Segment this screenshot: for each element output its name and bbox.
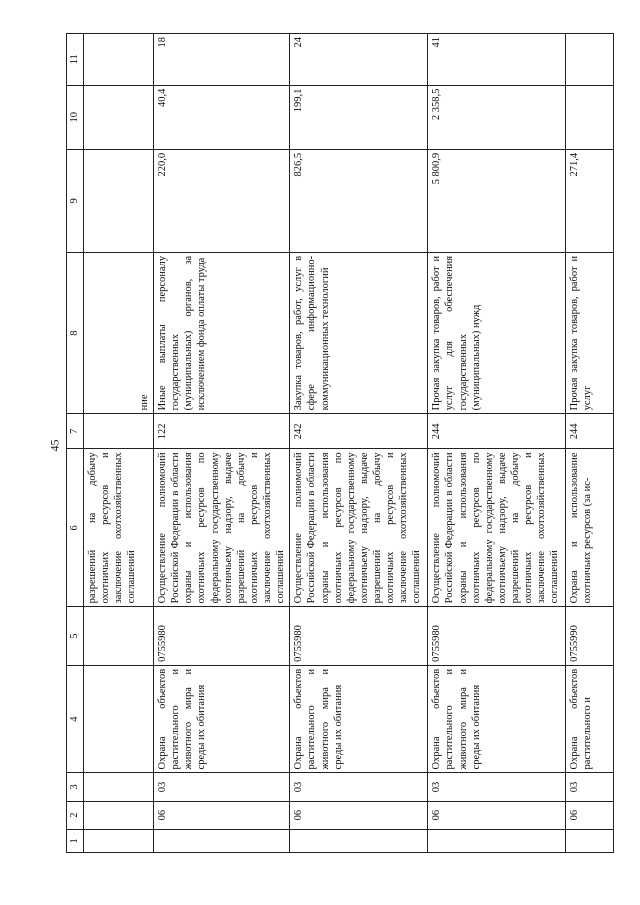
cell: Охрана объектов растительного и животного мира и среды их обитания — [290, 665, 428, 773]
col-header-6: 6 — [67, 449, 84, 607]
cell: Охрана объектов растительного и — [566, 665, 614, 773]
col-header-7: 7 — [67, 414, 84, 449]
cell: 03 — [428, 773, 566, 801]
cell: 03 — [290, 773, 428, 801]
cell: 220,0 — [154, 149, 290, 252]
cell: 40,4 — [154, 85, 290, 149]
cell — [84, 149, 154, 252]
cell: 244 — [566, 414, 614, 449]
cell: 18 — [154, 34, 290, 86]
table-row — [84, 34, 154, 853]
cell — [84, 829, 154, 852]
cell — [566, 34, 614, 86]
col-header-5: 5 — [67, 607, 84, 665]
cell: 06 — [290, 801, 428, 829]
cell: 0755980 — [428, 607, 566, 665]
table-row — [154, 34, 290, 853]
cell — [84, 665, 154, 773]
col-header-8: 8 — [67, 252, 84, 413]
col-header-4: 4 — [67, 665, 84, 773]
cell: 0755990 — [566, 607, 614, 665]
cell: Осуществление полномочий Российской Федерации в области охраны и использования охотничьих ресурсов по федеральному государственному охотничьему надзору, выдаче разрешений на добычу охотничьих ресурсов и заключение охотхозяйственных соглашений — [428, 449, 566, 607]
cell: Осуществление полномочий Российской Федерации в области охраны и использования охотничьих ресурсов по федеральному государственному охотничьему надзору, выдаче разрешений на добычу охотничьих ресурсов и заключение охотхозяйственных соглашений — [154, 449, 290, 607]
col-header-1: 1 — [67, 829, 84, 852]
cell — [84, 607, 154, 665]
cell — [428, 829, 566, 852]
col-header-2: 2 — [67, 801, 84, 829]
cell: 122 — [154, 414, 290, 449]
cell: 03 — [154, 773, 290, 801]
cell — [290, 829, 428, 852]
cell: 826,5 — [290, 149, 428, 252]
page-number: 45 — [47, 439, 62, 452]
cell: 244 — [428, 414, 566, 449]
cell: Закупка товаров, работ, услуг в сфере информационно-коммуникационных технологий — [290, 252, 428, 413]
cell: 24 — [290, 34, 428, 86]
cell: 271,4 — [566, 149, 614, 252]
cell: Охрана и использование охотничьих ресурсов (за ис- — [566, 449, 614, 607]
table-row — [290, 34, 428, 853]
cell — [84, 414, 154, 449]
cell: Иные выплаты персоналу государственных (муниципальных) органов, за исключением фонда оплаты труда — [154, 252, 290, 413]
cell: 06 — [428, 801, 566, 829]
col-header-10: 10 — [67, 85, 84, 149]
table-row — [428, 34, 566, 853]
cell: Осуществление полномочий Российской Федерации в области охраны и использования охотничьих ресурсов по федеральному государственному охотничьему надзору, выдаче разрешений на добычу охотничьих ресурсов и заключение охотхозяйственных соглашений — [290, 449, 428, 607]
cell — [84, 85, 154, 149]
cell: 5 800,9 — [428, 149, 566, 252]
cell — [84, 34, 154, 86]
cell: 199,1 — [290, 85, 428, 149]
cell: 03 — [566, 773, 614, 801]
cell: 06 — [154, 801, 290, 829]
cell: разрешений на добычу охотничьих ресурсов и заключение охотхозяйственных соглашений — [84, 449, 154, 607]
cell: 242 — [290, 414, 428, 449]
cell: 41 — [428, 34, 566, 86]
cell: 2 358,5 — [428, 85, 566, 149]
header-row — [67, 34, 84, 853]
col-header-11: 11 — [67, 34, 84, 86]
cell: Охрана объектов растительного и животного мира и среды их обитания — [428, 665, 566, 773]
cell — [84, 801, 154, 829]
col-header-3: 3 — [67, 773, 84, 801]
cell — [566, 829, 614, 852]
cell — [154, 829, 290, 852]
cell — [566, 85, 614, 149]
cell: ние — [84, 252, 154, 413]
cell: Прочая закупка товаров, работ и услуг для обеспечения государственных (муниципальных) нужд — [428, 252, 566, 413]
cell: 0755980 — [290, 607, 428, 665]
budget-table — [66, 33, 614, 853]
cell: 06 — [566, 801, 614, 829]
col-header-9: 9 — [67, 149, 84, 252]
cell: Прочая закупка товаров, работ и услуг — [566, 252, 614, 413]
cell — [84, 773, 154, 801]
table-row — [566, 34, 614, 853]
cell: Охрана объектов растительного и животного мира и среды их обитания — [154, 665, 290, 773]
cell: 0755980 — [154, 607, 290, 665]
